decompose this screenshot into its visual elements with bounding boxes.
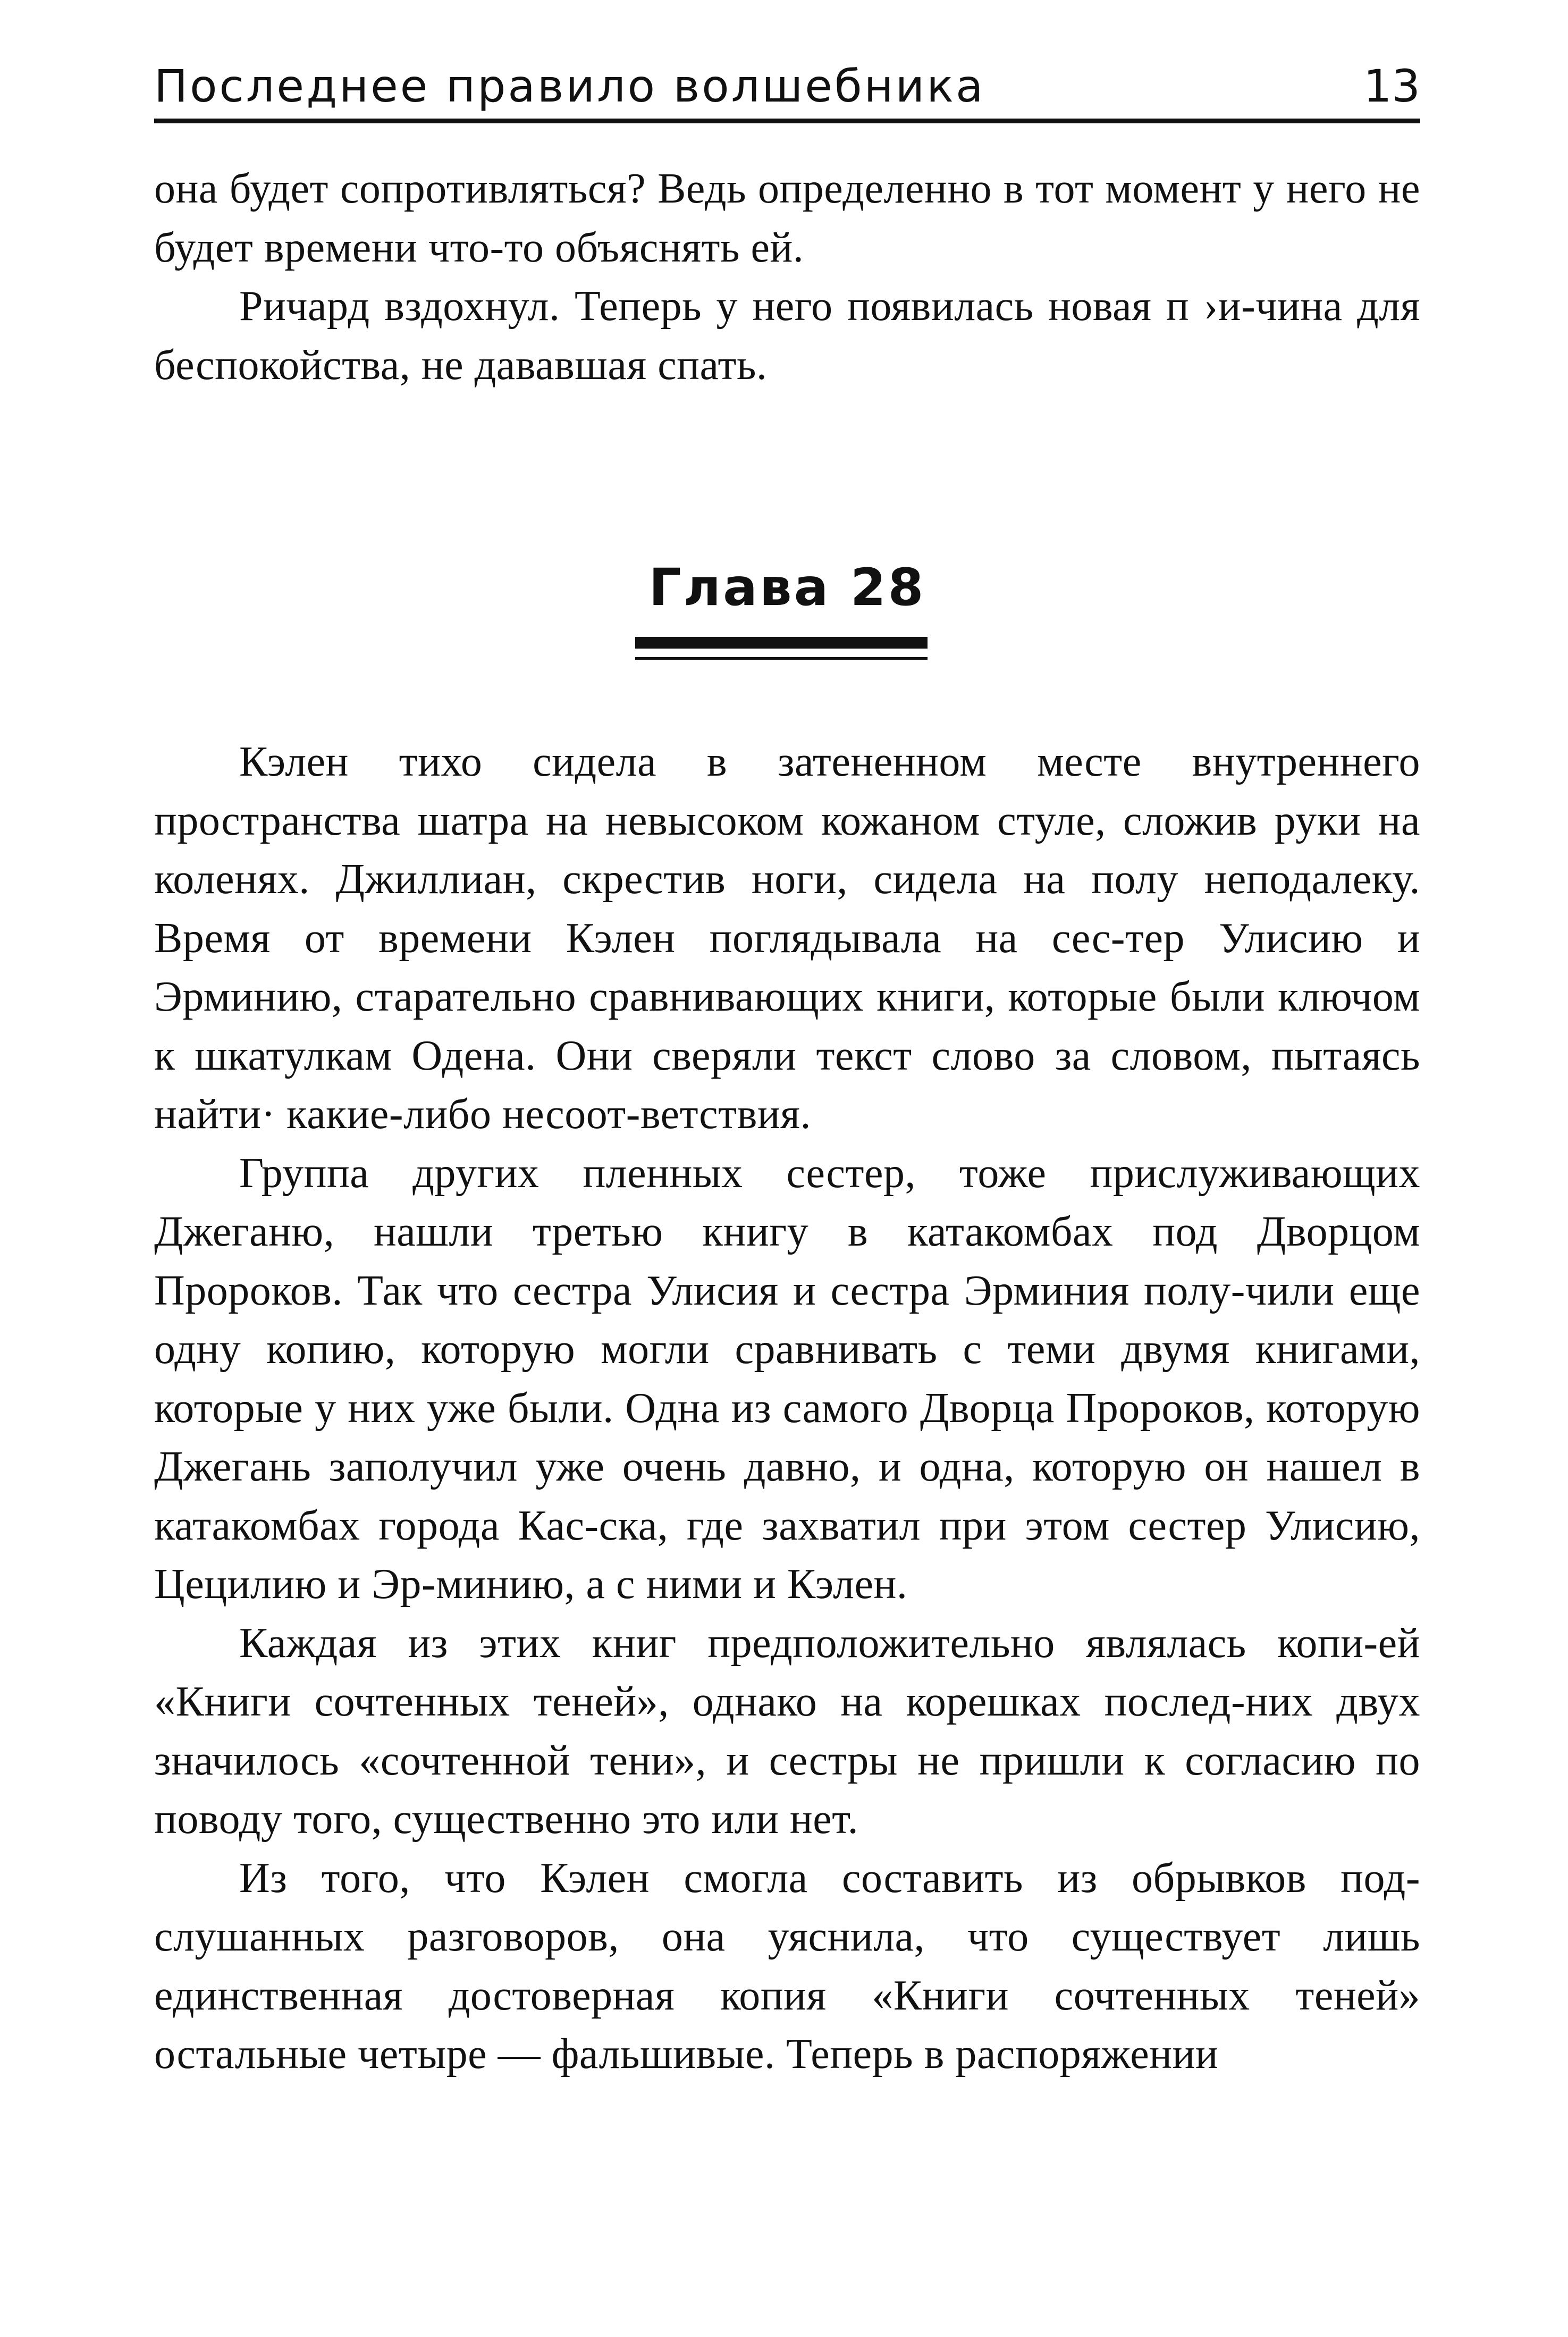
- chapter-title: Глава 28: [648, 558, 926, 617]
- paragraph: Кэлен тихо сидела в затененном месте внутреннего пространства шатра на невысоком кожаном стуле, сложив руки на коленях. Джиллиан, скрестив ноги, сидела на полу неподалеку. Время от времени Кэлен поглядывала на сес-тер Улисию и Эрминию, старательно сравнивающих книги, которые были ключом к шкатулкам Одена. Они сверяли текст слово за словом, пытаясь найти· какие-либо несоот-ветствия.: [154, 738, 1420, 1138]
- paragraph: Группа других пленных сестер, тоже прислуживающих Джеганю, нашли третью книгу в катакомбах под Дворцом Пророков. Так что сестра Улисия и сестра Эрминия полу-чили еще одну копию, которую могли сравнивать с теми двумя книгами, которые у них уже были. Одна из самого Дворца Пророков, которую Джегань заполучил уже очень давно, и одна, которую он нашел в катакомбах города Кас-ска, где захватил при этом сестер Улисию, Цецилию и Эр-минию, а с ними и Кэлен.: [154, 1149, 1420, 1608]
- header-rule: [154, 119, 1420, 123]
- paragraph: Каждая из этих книг предположительно являлась копи-ей «Книги сочтенных теней», однако на корешках послед-них двух значилось «сочтенной тени», и сестры не пришли к согласию по поводу того, существенно это или нет.: [154, 1619, 1420, 1843]
- paragraph: Ричард вздохнул. Теперь у него появилась новая п ›и-чина для беспокойства, не дававшая спать.: [154, 283, 1420, 389]
- ornament-thick-rule: [635, 637, 928, 649]
- top-text-block: [154, 159, 1420, 394]
- chapter-ornament: [635, 637, 928, 669]
- page-header: [154, 51, 1420, 130]
- page-number: 13: [1363, 60, 1420, 112]
- running-title: Последнее правило волшебника: [154, 60, 985, 112]
- chapter-text-block: [154, 733, 1420, 2084]
- paragraph: она будет сопротивляться? Ведь определенно в тот момент у него не будет времени что-то объяснять ей.: [154, 165, 1420, 271]
- paragraph: Из того, что Кэлен смогла составить из обрывков под-слушанных разговоров, она уяснила, что существует лишь единственная достоверная копия «Книги сочтенных теней» остальные четыре — фальшивые. Теперь в распоряжении: [154, 1854, 1420, 2078]
- ornament-thin-rule: [635, 657, 928, 660]
